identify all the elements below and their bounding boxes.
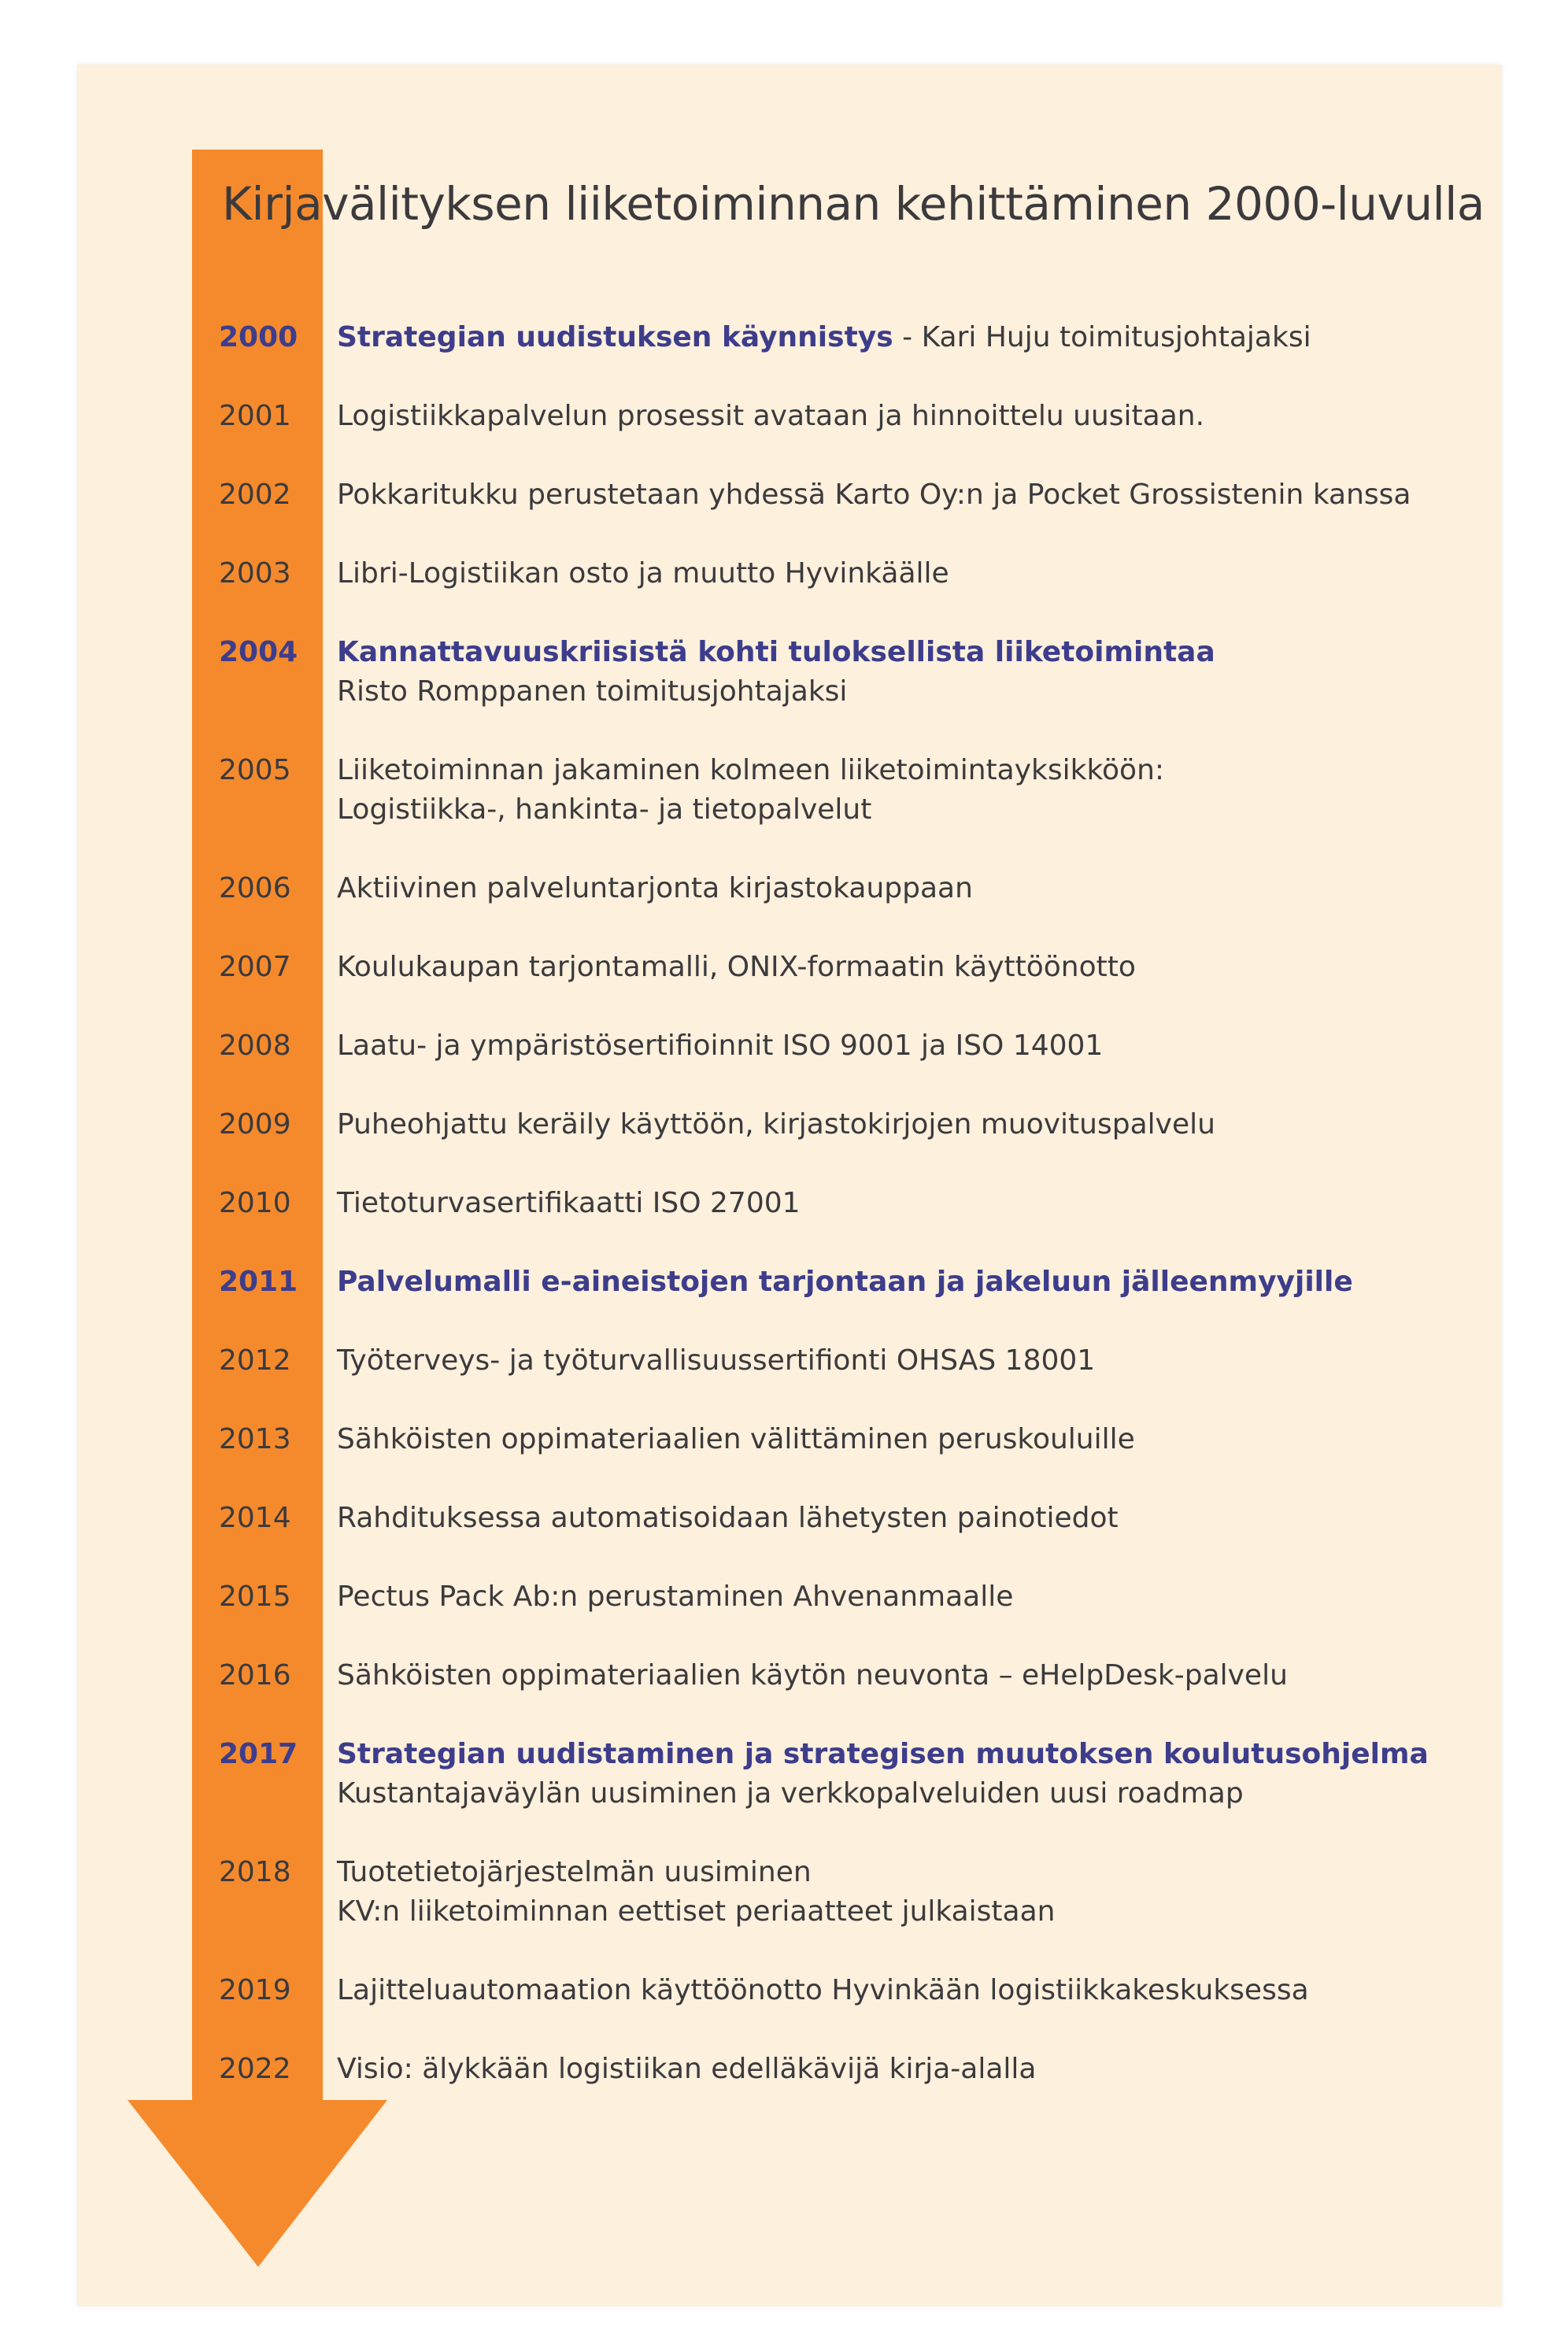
timeline-year: 2015: [219, 1581, 291, 1613]
timeline-text: [337, 1971, 1309, 2010]
timeline-line-1: Liiketoiminnan jakaminen kolmeen liiketoimintayksikköön:: [337, 754, 1165, 786]
timeline-text: [337, 1499, 1119, 1538]
timeline-text: [337, 1026, 1103, 1066]
timeline-text: [337, 1577, 1013, 1617]
timeline-text: [337, 475, 1411, 515]
timeline-text: [337, 397, 1204, 436]
timeline-line-2: Risto Romppanen toimitusjohtajaksi: [337, 675, 848, 708]
timeline-text: [337, 1735, 1429, 1814]
timeline-headline: Strategian uudistaminen ja strategisen muutoksen koulutusohjelma: [337, 1738, 1429, 1770]
timeline-text: [337, 1341, 1095, 1381]
timeline-year: 2016: [219, 1659, 291, 1692]
timeline-year: 2011: [219, 1266, 298, 1298]
timeline-text: [337, 751, 1164, 830]
timeline-text: [337, 1263, 1353, 1302]
timeline-line-1: Aktiivinen palveluntarjonta kirjastokauppaan: [337, 872, 973, 904]
timeline-line-1: Puheohjattu keräily käyttöön, kirjastokirjojen muovituspalvelu: [337, 1108, 1215, 1141]
timeline-text: [337, 633, 1215, 712]
timeline-year: 2005: [219, 754, 291, 786]
timeline-year: 2006: [219, 872, 291, 904]
timeline-text: [337, 554, 949, 593]
timeline-line-1: Laatu- ja ympäristösertifioinnit ISO 9001 ja ISO 14001: [337, 1030, 1104, 1062]
timeline-year: 2013: [219, 1423, 291, 1455]
timeline-headline: Palvelumalli e-aineistojen tarjontaan ja jakeluun jälleenmyyjille: [337, 1266, 1353, 1298]
timeline-year: 2009: [219, 1108, 291, 1141]
timeline-line-1: Koulukaupan tarjontamalli, ONIX-formaatin käyttöönotto: [337, 951, 1136, 983]
timeline-year: 2003: [219, 557, 291, 590]
timeline-year: 2014: [219, 1502, 291, 1534]
timeline-line-1: Työterveys- ja työturvallisuussertifionti OHSAS 18001: [337, 1344, 1096, 1377]
timeline-year: 2010: [219, 1187, 291, 1219]
timeline-year: 2001: [219, 400, 291, 432]
timeline-year: 2018: [219, 1856, 291, 1888]
page-title: Kirjavälityksen liiketoiminnan kehittäminen 2000-luvulla: [222, 177, 1485, 231]
timeline-year: 2008: [219, 1030, 291, 1062]
timeline-year: 2004: [219, 636, 298, 668]
timeline-text: [337, 1105, 1215, 1144]
timeline-year: 2012: [219, 1344, 291, 1377]
timeline-text: [337, 2050, 1037, 2089]
timeline-text: [337, 1184, 801, 1223]
timeline-line-1: Pokkaritukku perustetaan yhdessä Karto Oy:n ja Pocket Grossistenin kanssa: [337, 479, 1411, 511]
timeline-line-1: Sähköisten oppimateriaalien välittäminen peruskouluille: [337, 1423, 1135, 1455]
timeline-year: 2017: [219, 1738, 298, 1770]
timeline-year: 2000: [219, 321, 298, 353]
timeline-line-1: Lajitteluautomaation käyttöönotto Hyvinkään logistiikkakeskuksessa: [337, 1974, 1309, 2006]
timeline-year: 2002: [219, 479, 291, 511]
timeline-line-1: Rahdituksessa automatisoidaan lähetysten painotiedot: [337, 1502, 1119, 1534]
timeline-line-1: - Kari Huju toimitusjohtajaksi: [893, 321, 1311, 353]
timeline-line-1: Tuotetietojärjestelmän uusiminen: [337, 1856, 812, 1888]
timeline-text: [337, 1853, 1055, 1932]
timeline-line-1: Logistiikkapalvelun prosessit avataan ja hinnoittelu uusitaan.: [337, 400, 1205, 432]
timeline-line-1: Visio: älykkään logistiikan edelläkävijä kirja-alalla: [337, 2053, 1037, 2085]
timeline-year: 2022: [219, 2053, 291, 2085]
timeline-line-1: Sähköisten oppimateriaalien käytön neuvonta – eHelpDesk-palvelu: [337, 1659, 1288, 1692]
timeline-year: 2019: [219, 1974, 291, 2006]
timeline-year: 2007: [219, 951, 291, 983]
timeline-line-1: Libri-Logistiikan osto ja muutto Hyvinkäälle: [337, 557, 949, 590]
timeline-line-2: Kustantajaväylän uusiminen ja verkkopalveluiden uusi roadmap: [337, 1777, 1244, 1810]
timeline-headline: Strategian uudistuksen käynnistys: [337, 321, 893, 353]
timeline-text: [337, 318, 1311, 357]
timeline-line-1: Pectus Pack Ab:n perustaminen Ahvenanmaalle: [337, 1581, 1014, 1613]
timeline-text: [337, 869, 973, 908]
timeline-text: [337, 1656, 1288, 1695]
timeline-headline: Kannattavuuskriisistä kohti tuloksellista liiketoimintaa: [337, 636, 1215, 668]
timeline-line-2: KV:n liiketoiminnan eettiset periaatteet julkaistaan: [337, 1895, 1056, 1928]
timeline-text: [337, 1420, 1135, 1459]
timeline-line-1: Tietoturvasertifikaatti ISO 27001: [337, 1187, 801, 1219]
timeline-text: [337, 948, 1136, 987]
timeline-line-2: Logistiikka-, hankinta- ja tietopalvelut: [337, 793, 872, 826]
